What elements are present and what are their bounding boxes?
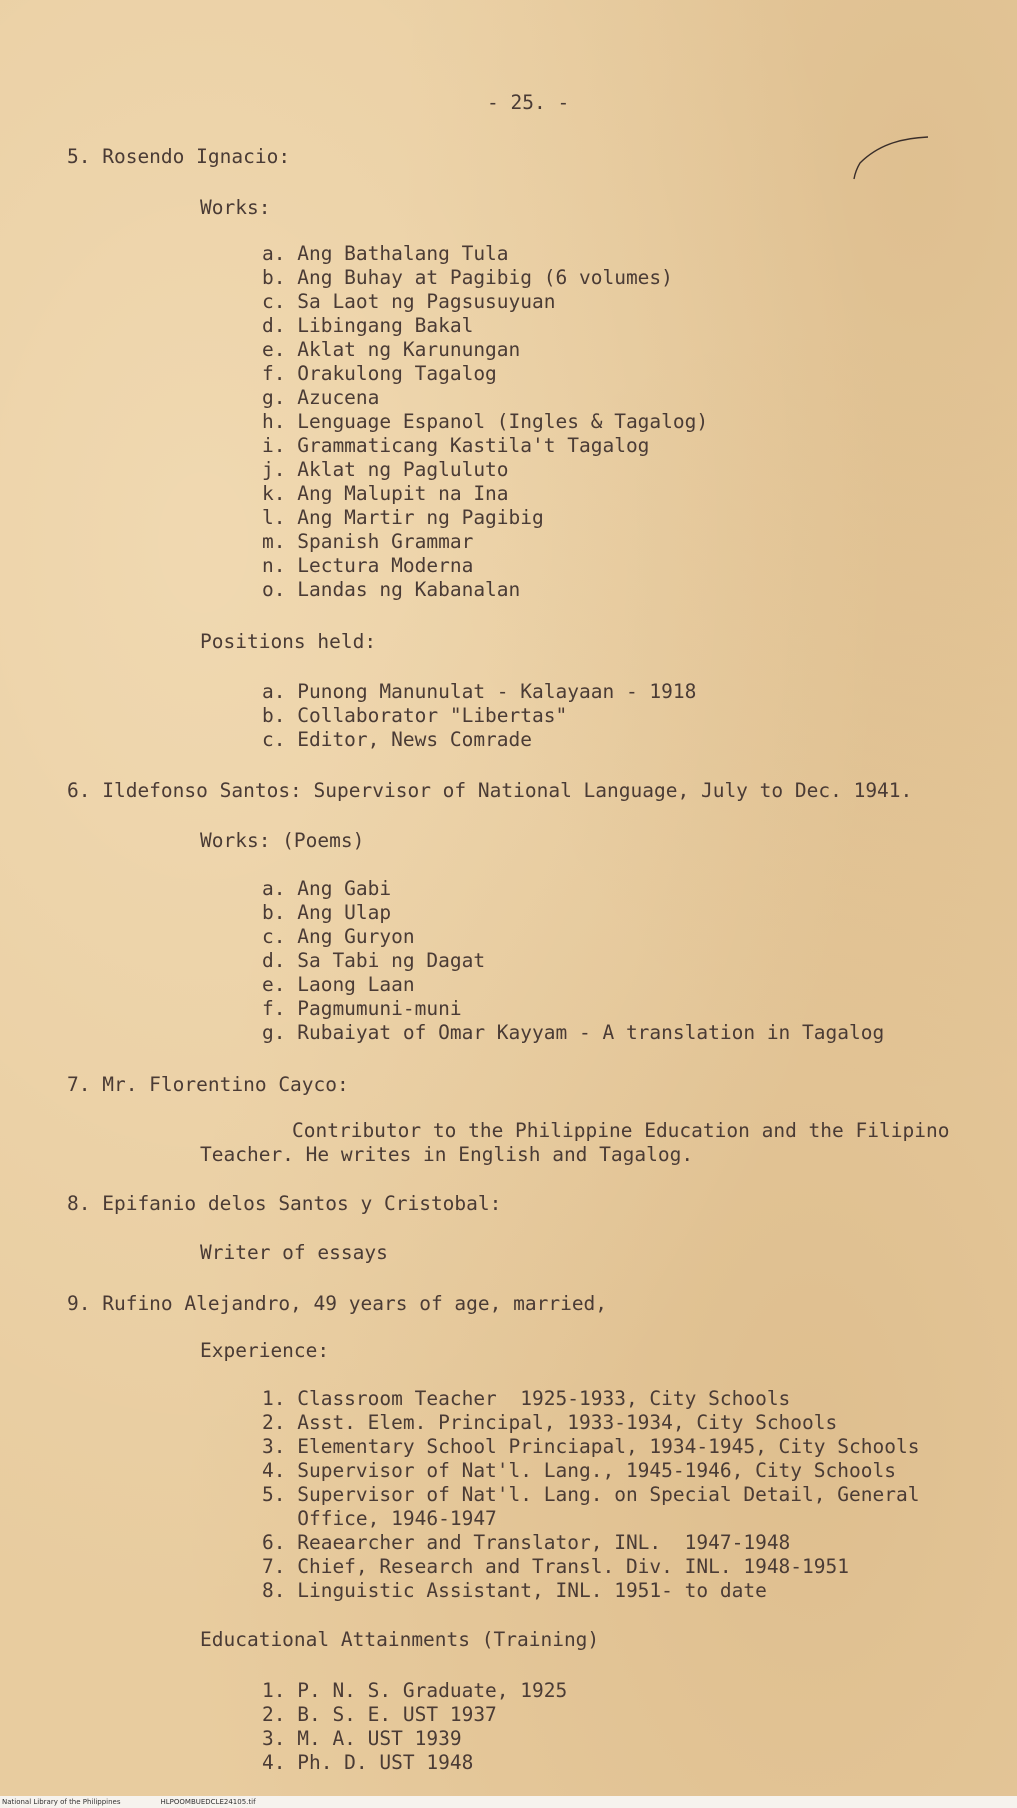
entry-7-text-line-1: Contributor to the Philippine Education and the Filipino bbox=[292, 1119, 950, 1142]
list-item: 2. B. S. E. UST 1937 bbox=[262, 1703, 497, 1726]
entry-9-heading: 9. Rufino Alejandro, 49 years of age, married, bbox=[67, 1292, 608, 1315]
entry-6-works-label: Works: (Poems) bbox=[200, 829, 365, 852]
entry-7-heading: 7. Mr. Florentino Cayco: bbox=[67, 1073, 349, 1096]
list-item: f. Pagmumuni-muni bbox=[262, 997, 462, 1020]
list-item: 3. M. A. UST 1939 bbox=[262, 1727, 462, 1750]
list-item: j. Aklat ng Pagluluto bbox=[262, 458, 509, 481]
entry-5-works-label: Works: bbox=[200, 196, 271, 219]
list-item: 4. Ph. D. UST 1948 bbox=[262, 1751, 474, 1774]
list-item: c. Sa Laot ng Pagsusuyuan bbox=[262, 290, 556, 313]
list-item: b. Ang Buhay at Pagibig (6 volumes) bbox=[262, 266, 673, 289]
entry-9-education-label: Educational Attainments (Training) bbox=[200, 1628, 600, 1651]
list-item: e. Aklat ng Karunungan bbox=[262, 338, 521, 361]
list-item: d. Sa Tabi ng Dagat bbox=[262, 949, 486, 972]
list-item: f. Orakulong Tagalog bbox=[262, 362, 497, 385]
list-item: g. Azucena bbox=[262, 386, 380, 409]
list-item: c. Editor, News Comrade bbox=[262, 728, 533, 751]
list-item: 4. Supervisor of Nat'l. Lang., 1945-1946, City Schools bbox=[262, 1459, 896, 1482]
list-item: n. Lectura Moderna bbox=[262, 554, 474, 577]
entry-8-text: Writer of essays bbox=[200, 1241, 388, 1264]
entry-9-experience-label: Experience: bbox=[200, 1339, 330, 1362]
list-item: e. Laong Laan bbox=[262, 973, 415, 996]
footer-file-id: HLPOOMBUEDCLE24105.tif bbox=[160, 1798, 256, 1806]
list-item: b. Ang Ulap bbox=[262, 901, 392, 924]
scan-footer bbox=[0, 1796, 1017, 1808]
list-item: 5. Supervisor of Nat'l. Lang. on Special Detail, General bbox=[262, 1483, 920, 1506]
list-item: g. Rubaiyat of Omar Kayyam - A translation in Tagalog bbox=[262, 1021, 885, 1044]
list-item: 2. Asst. Elem. Principal, 1933-1934, City Schools bbox=[262, 1411, 838, 1434]
list-item: k. Ang Malupit na Ina bbox=[262, 482, 509, 505]
list-item: a. Ang Bathalang Tula bbox=[262, 242, 509, 265]
pen-mark bbox=[850, 133, 930, 183]
list-item: l. Ang Martir ng Pagibig bbox=[262, 506, 544, 529]
entry-8-heading: 8. Epifanio delos Santos y Cristobal: bbox=[67, 1192, 502, 1215]
list-item: 6. Reaearcher and Translator, INL. 1947-1948 bbox=[262, 1531, 791, 1554]
list-item: b. Collaborator "Libertas" bbox=[262, 704, 568, 727]
list-item: h. Lenguage Espanol (Ingles & Tagalog) bbox=[262, 410, 709, 433]
entry-6-heading: 6. Ildefonso Santos: Supervisor of National Language, July to Dec. 1941. bbox=[67, 779, 913, 802]
entry-5-heading: 5. Rosendo Ignacio: bbox=[67, 145, 291, 168]
list-item: a. Punong Manunulat - Kalayaan - 1918 bbox=[262, 680, 697, 703]
list-item: d. Libingang Bakal bbox=[262, 314, 474, 337]
list-item: 1. P. N. S. Graduate, 1925 bbox=[262, 1679, 568, 1702]
list-item: a. Ang Gabi bbox=[262, 877, 392, 900]
list-item: Office, 1946-1947 bbox=[262, 1507, 497, 1530]
list-item: c. Ang Guryon bbox=[262, 925, 415, 948]
entry-7-text-line-2: Teacher. He writes in English and Tagalog. bbox=[200, 1143, 694, 1166]
entry-5-positions-label: Positions held: bbox=[200, 630, 377, 653]
list-item: 8. Linguistic Assistant, INL. 1951- to date bbox=[262, 1579, 767, 1602]
list-item: 3. Elementary School Princiapal, 1934-1945, City Schools bbox=[262, 1435, 920, 1458]
footer-library: National Library of the Philippines bbox=[2, 1798, 121, 1806]
list-item: m. Spanish Grammar bbox=[262, 530, 474, 553]
list-item: o. Landas ng Kabanalan bbox=[262, 578, 521, 601]
page-number: - 25. - bbox=[487, 91, 570, 114]
list-item: 1. Classroom Teacher 1925-1933, City Schools bbox=[262, 1387, 791, 1410]
list-item: i. Grammaticang Kastila't Tagalog bbox=[262, 434, 650, 457]
list-item: 7. Chief, Research and Transl. Div. INL. 1948-1951 bbox=[262, 1555, 849, 1578]
